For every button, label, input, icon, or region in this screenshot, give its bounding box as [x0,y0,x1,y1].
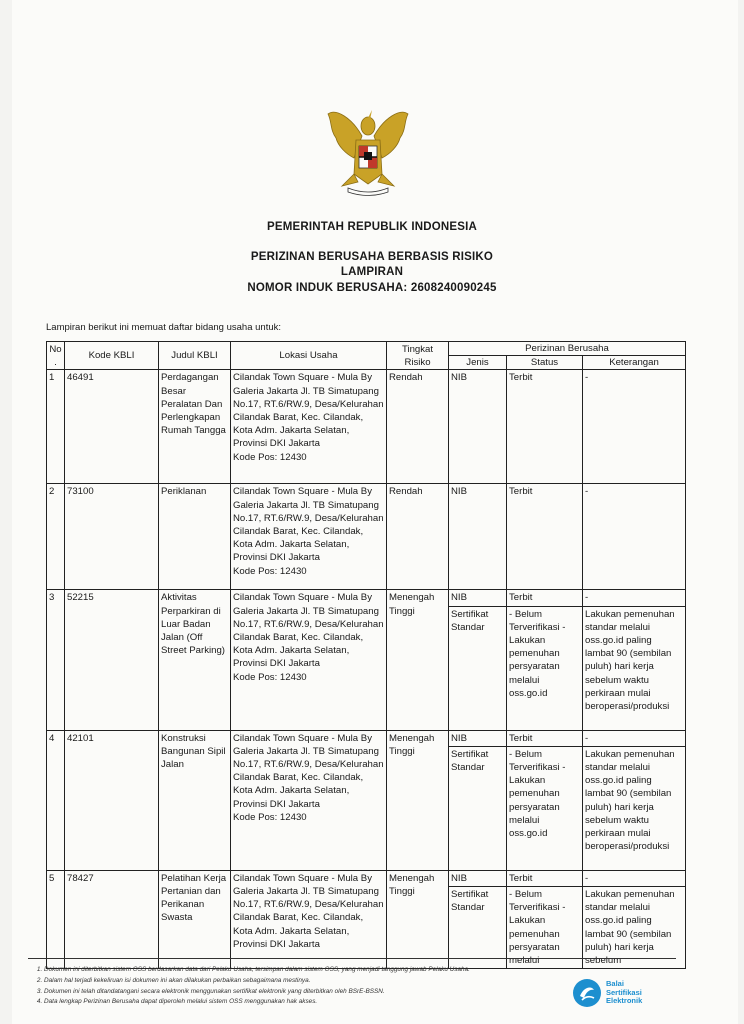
row-jenis: NIB [449,370,507,484]
row-no: 3 [47,590,65,730]
intro-text: Lampiran berikut ini memuat daftar bidang usaha untuk: [46,322,281,333]
row-tingkat-risiko: Menengah Tinggi [387,870,449,968]
table-row [47,730,686,746]
header-no: No. [47,342,65,370]
row-lokasi [231,870,387,968]
row-no: 4 [47,730,65,870]
bsre-logo [572,978,682,1012]
row-keterangan: Lakukan pemenuhan standar melalui oss.go.id paling lambat 90 (sembilan puluh) hari kerja sebelum waktu perkiraan mulai beroperasi/produksi [583,606,686,730]
row-kode-pos: Kode Pos: 12430 [233,811,307,823]
row-jenis: NIB [449,730,507,746]
row-status: Terbit [507,730,583,746]
table-row [47,370,686,484]
nib-number: NOMOR INDUK BERUSAHA: 2608240090245 [247,282,497,294]
footer-note: 3. Dokumen ini telah ditandatangani secara elektronik menggunakan sertifikat elektronik yang diterbitkan oleh BSrE-BSSN. [44,987,564,998]
bsre-logo-line: Sertifikasi [606,987,642,997]
row-judul-kbli: Aktivitas Perparkiran di Luar Badan Jalan (Off Street Parking) [159,590,231,730]
row-no: 2 [47,484,65,590]
row-lokasi-address: Cilandak Town Square - Mula By Galeria Jakarta Jl. TB Simatupang No.17, RT.6/RW.9, Desa/Kelurahan Cilandak Barat, Kec. Cilandak, Kota Adm. Jakarta Selatan, Provinsi DKI Jakarta [233,486,384,564]
header-jenis: Jenis [449,356,507,370]
row-judul-kbli: Pelatihan Kerja Pertanian dan Perikanan Swasta [159,870,231,968]
bsre-logo-icon [572,978,602,1008]
row-jenis: Sertifikat Standar [449,887,507,969]
row-keterangan: Lakukan pemenuhan standar melalui oss.go.id paling lambat 90 (sembilan puluh) hari kerja sebelum [583,887,686,969]
row-lokasi-address: Cilandak Town Square - Mula By Galeria Jakarta Jl. TB Simatupang No.17, RT.6/RW.9, Desa/Kelurahan Cilandak Barat, Kec. Cilandak, Kota Adm. Jakarta Selatan, Provinsi DKI Jakarta [233,872,384,950]
row-lokasi-address: Cilandak Town Square - Mula By Galeria Jakarta Jl. TB Simatupang No.17, RT.6/RW.9, Desa/Kelurahan Cilandak Barat, Kec. Cilandak, Kota Adm. Jakarta Selatan, Provinsi DKI Jakarta [233,372,384,450]
table-row [47,484,686,590]
row-tingkat-risiko: Menengah Tinggi [387,730,449,870]
row-tingkat-risiko: Menengah Tinggi [387,590,449,730]
row-judul-kbli: Periklanan [159,484,231,590]
row-kode-pos: Kode Pos: 12430 [233,565,307,577]
row-kode-kbli: 46491 [65,370,159,484]
header-status: Status [507,356,583,370]
header-keterangan: Keterangan [583,356,686,370]
row-lokasi [231,484,387,590]
table-row [47,590,686,606]
bsre-logo-text [606,980,642,1006]
row-lokasi-address: Cilandak Town Square - Mula By Galeria Jakarta Jl. TB Simatupang No.17, RT.6/RW.9, Desa/Kelurahan Cilandak Barat, Kec. Cilandak, Kota Adm. Jakarta Selatan, Provinsi DKI Jakarta [233,732,384,810]
table-header-row [47,342,686,356]
row-kode-pos: Kode Pos: 12430 [233,451,307,463]
government-title: PEMERINTAH REPUBLIK INDONESIA [266,221,478,233]
footer-note: 2. Dalam hal terjadi kekeliruan isi dokumen ini akan dilakukan perbaikan sebagaimana mestinya. [44,976,564,987]
row-jenis: Sertifikat Standar [449,746,507,870]
row-keterangan: - [583,730,686,746]
row-lokasi [231,590,387,730]
header-tingkat-risiko: Tingkat Risiko [387,342,449,370]
row-kode-kbli: 73100 [65,484,159,590]
row-lokasi [231,370,387,484]
footer-note: 4. Data lengkap Perizinan Berusaha dapat diperoleh melalui sistem OSS menggunakan hak akses. [44,997,564,1008]
row-jenis: Sertifikat Standar [449,606,507,730]
header-kode-kbli: Kode KBLI [65,342,159,370]
bsre-logo-line: Balai [606,979,624,988]
row-kode-pos: Kode Pos: 12430 [233,671,307,683]
row-keterangan: Lakukan pemenuhan standar melalui oss.go.id paling lambat 90 (sembilan puluh) hari kerja sebelum waktu perkiraan mulai beroperasi/produksi [583,746,686,870]
row-judul-kbli: Perdagangan Besar Peralatan Dan Perlengkapan Rumah Tangga [159,370,231,484]
row-judul-kbli: Konstruksi Bangunan Sipil Jalan [159,730,231,870]
row-jenis: NIB [449,590,507,606]
table-row [47,870,686,886]
row-tingkat-risiko: Rendah [387,370,449,484]
row-lokasi-address: Cilandak Town Square - Mula By Galeria Jakarta Jl. TB Simatupang No.17, RT.6/RW.9, Desa/Kelurahan Cilandak Barat, Kec. Cilandak, Kota Adm. Jakarta Selatan, Provinsi DKI Jakarta [233,592,384,670]
row-tingkat-risiko: Rendah [387,484,449,590]
garuda-emblem [318,100,418,198]
row-status: - Belum Terverifikasi - Lakukan pemenuhan persyaratan melalui oss.go.id [507,606,583,730]
row-keterangan: - [583,484,686,590]
document-subtitle: LAMPIRAN [340,266,404,278]
row-status: - Belum Terverifikasi - Lakukan pemenuhan persyaratan melalui [507,887,583,969]
row-keterangan: - [583,370,686,484]
row-jenis: NIB [449,484,507,590]
row-status: Terbit [507,484,583,590]
row-status: Terbit [507,870,583,886]
row-keterangan: - [583,590,686,606]
row-status: Terbit [507,370,583,484]
header-lokasi-usaha: Lokasi Usaha [231,342,387,370]
row-kode-kbli: 78427 [65,870,159,968]
row-status: - Belum Terverifikasi - Lakukan pemenuhan persyaratan melalui oss.go.id [507,746,583,870]
row-jenis: NIB [449,870,507,886]
header-judul-kbli: Judul KBLI [159,342,231,370]
document-title: PERIZINAN BERUSAHA BERBASIS RISIKO [250,251,494,263]
footer-note: 1. Dokumen ini diterbitkan sistem OSS berdasarkan data dari Pelaku Usaha, tersimpan dalam sistem OSS, yang menjadi tanggung jawab Pelaku Usaha. [44,965,564,976]
row-keterangan: - [583,870,686,886]
business-fields-table [46,341,686,969]
row-kode-kbli: 42101 [65,730,159,870]
row-lokasi [231,730,387,870]
header-perizinan-berusaha: Perizinan Berusaha [449,342,686,356]
bsre-logo-line: Elektronik [606,996,643,1006]
row-status: Terbit [507,590,583,606]
row-kode-kbli: 52215 [65,590,159,730]
row-no: 1 [47,370,65,484]
row-no: 5 [47,870,65,968]
